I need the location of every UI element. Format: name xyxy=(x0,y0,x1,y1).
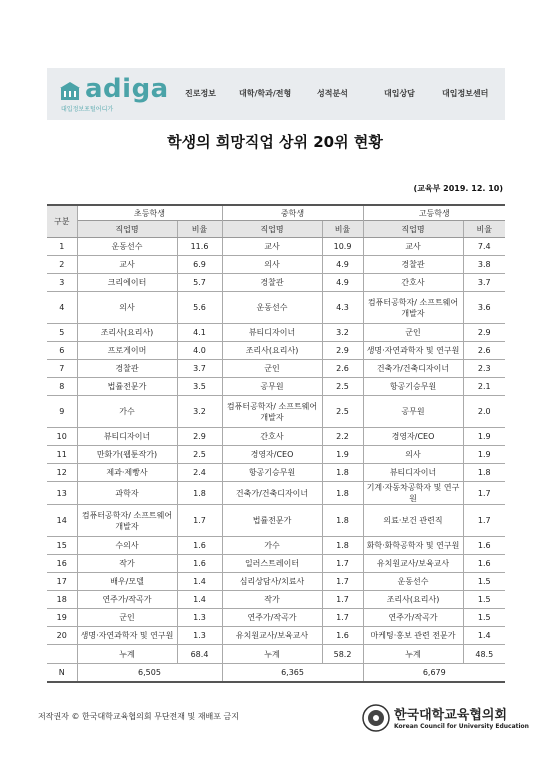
elementary-ratio-cell: 1.4 xyxy=(177,573,222,591)
elementary-ratio-cell: 1.4 xyxy=(177,591,222,609)
middle-job-cell: 뷰티디자이너 xyxy=(222,324,322,342)
rank-cell: 15 xyxy=(47,537,77,555)
subheader-ratio: 비율 xyxy=(463,221,505,238)
elementary-ratio-cell: 1.3 xyxy=(177,609,222,627)
site-header xyxy=(47,68,505,120)
elementary-ratio-cell: 3.7 xyxy=(177,360,222,378)
logo-text: adiga xyxy=(85,74,169,104)
rank-cell: 14 xyxy=(47,505,77,537)
middle-job-cell: 경영자/CEO xyxy=(222,446,322,464)
rank-cell: 13 xyxy=(47,482,77,505)
high-ratio-cell: 1.5 xyxy=(463,591,505,609)
building-icon xyxy=(59,80,81,102)
table-row xyxy=(47,342,505,360)
elementary-job-cell: 생명·자연과학자 및 연구원 xyxy=(77,627,177,645)
high-job-cell: 기계·자동차공학자 및 연구원 xyxy=(363,482,463,505)
elementary-ratio-cell: 1.6 xyxy=(177,537,222,555)
nav-university-major[interactable]: 대학/학과/전형 xyxy=(239,89,292,98)
rank-cell: 20 xyxy=(47,627,77,645)
total-label: 누계 xyxy=(222,645,322,664)
total-middle: 58.2 xyxy=(322,645,363,664)
table-row xyxy=(47,360,505,378)
total-rank-cell xyxy=(47,645,77,664)
high-ratio-cell: 3.7 xyxy=(463,274,505,292)
middle-ratio-cell: 2.5 xyxy=(322,378,363,396)
group-header-high: 고등학생 xyxy=(363,205,505,221)
elementary-ratio-cell: 11.6 xyxy=(177,238,222,256)
rank-cell: 9 xyxy=(47,396,77,428)
high-ratio-cell: 2.0 xyxy=(463,396,505,428)
table-row xyxy=(47,591,505,609)
elementary-ratio-cell: 3.2 xyxy=(177,396,222,428)
rank-header: 구분 xyxy=(47,205,77,238)
high-ratio-cell: 1.5 xyxy=(463,573,505,591)
elementary-ratio-cell: 2.5 xyxy=(177,446,222,464)
table-row xyxy=(47,428,505,446)
rank-cell: 6 xyxy=(47,342,77,360)
middle-job-cell: 운동선수 xyxy=(222,292,322,324)
high-job-cell: 조리사(요리사) xyxy=(363,591,463,609)
source-date: (교육부 2019. 12. 10) xyxy=(413,184,503,193)
group-header-elementary: 초등학생 xyxy=(77,205,222,221)
table-row xyxy=(47,292,505,324)
elementary-ratio-cell: 1.3 xyxy=(177,627,222,645)
high-job-cell: 공무원 xyxy=(363,396,463,428)
rank-cell: 16 xyxy=(47,555,77,573)
n-elementary: 6,505 xyxy=(77,664,222,683)
total-elementary: 68.4 xyxy=(177,645,222,664)
org-name: 한국대학교육협의회 xyxy=(394,708,508,723)
rank-cell: 4 xyxy=(47,292,77,324)
rank-cell: 3 xyxy=(47,274,77,292)
elementary-job-cell: 연주가/작곡가 xyxy=(77,591,177,609)
table-row xyxy=(47,256,505,274)
high-job-cell: 생명·자연과학자 및 연구원 xyxy=(363,342,463,360)
middle-ratio-cell: 1.8 xyxy=(322,505,363,537)
high-job-cell: 유치원교사/보육교사 xyxy=(363,555,463,573)
middle-job-cell: 법률전문가 xyxy=(222,505,322,537)
table-row xyxy=(47,238,505,256)
high-ratio-cell: 1.9 xyxy=(463,446,505,464)
table-row xyxy=(47,627,505,645)
table-row xyxy=(47,396,505,428)
elementary-job-cell: 교사 xyxy=(77,256,177,274)
middle-job-cell: 건축가/건축디자이너 xyxy=(222,482,322,505)
elementary-ratio-cell: 1.6 xyxy=(177,555,222,573)
high-ratio-cell: 1.9 xyxy=(463,428,505,446)
elementary-job-cell: 제과·제빵사 xyxy=(77,464,177,482)
high-ratio-cell: 3.6 xyxy=(463,292,505,324)
rank-cell: 10 xyxy=(47,428,77,446)
high-job-cell: 경찰관 xyxy=(363,256,463,274)
elementary-job-cell: 수의사 xyxy=(77,537,177,555)
middle-ratio-cell: 4.9 xyxy=(322,274,363,292)
middle-job-cell: 항공기승무원 xyxy=(222,464,322,482)
subheader-ratio: 비율 xyxy=(322,221,363,238)
job-ranking-table xyxy=(47,204,505,683)
subheader-ratio: 비율 xyxy=(177,221,222,238)
elementary-ratio-cell: 1.7 xyxy=(177,505,222,537)
elementary-ratio-cell: 5.6 xyxy=(177,292,222,324)
high-job-cell: 의사 xyxy=(363,446,463,464)
n-high: 6,679 xyxy=(363,664,505,683)
rank-cell: 7 xyxy=(47,360,77,378)
middle-job-cell: 심리상담사/치료사 xyxy=(222,573,322,591)
middle-job-cell: 가수 xyxy=(222,537,322,555)
subheader-job: 직업명 xyxy=(363,221,463,238)
elementary-job-cell: 과학자 xyxy=(77,482,177,505)
middle-ratio-cell: 3.2 xyxy=(322,324,363,342)
high-ratio-cell: 1.4 xyxy=(463,627,505,645)
elementary-job-cell: 컴퓨터공학자/ 소프트웨어개발자 xyxy=(77,505,177,537)
subheader-job: 직업명 xyxy=(77,221,177,238)
high-ratio-cell: 2.1 xyxy=(463,378,505,396)
nav-admission-info-center[interactable]: 대입정보센터 xyxy=(442,89,489,98)
high-ratio-cell: 3.8 xyxy=(463,256,505,274)
kcue-logo xyxy=(362,702,529,736)
rank-cell: 2 xyxy=(47,256,77,274)
table-row xyxy=(47,464,505,482)
n-row xyxy=(47,664,505,683)
middle-job-cell: 군인 xyxy=(222,360,322,378)
middle-ratio-cell: 1.7 xyxy=(322,609,363,627)
high-ratio-cell: 2.6 xyxy=(463,342,505,360)
middle-job-cell: 유치원교사/보육교사 xyxy=(222,627,322,645)
n-label: N xyxy=(47,664,77,683)
high-job-cell: 뷰티디자이너 xyxy=(363,464,463,482)
middle-job-cell: 연주가/작곡가 xyxy=(222,609,322,627)
nav-admission-counsel[interactable]: 대입상담 xyxy=(384,89,415,98)
high-job-cell: 항공기승무원 xyxy=(363,378,463,396)
rank-cell: 8 xyxy=(47,378,77,396)
middle-ratio-cell: 1.6 xyxy=(322,627,363,645)
table-row xyxy=(47,537,505,555)
middle-ratio-cell: 4.3 xyxy=(322,292,363,324)
elementary-job-cell: 군인 xyxy=(77,609,177,627)
middle-ratio-cell: 2.2 xyxy=(322,428,363,446)
rank-cell: 11 xyxy=(47,446,77,464)
table-row xyxy=(47,609,505,627)
elementary-job-cell: 작가 xyxy=(77,555,177,573)
elementary-ratio-cell: 4.0 xyxy=(177,342,222,360)
nav-career-info[interactable]: 진로정보 xyxy=(185,89,216,98)
total-label: 누계 xyxy=(77,645,177,664)
elementary-ratio-cell: 6.9 xyxy=(177,256,222,274)
total-row xyxy=(47,645,505,664)
middle-ratio-cell: 10.9 xyxy=(322,238,363,256)
elementary-ratio-cell: 4.1 xyxy=(177,324,222,342)
middle-job-cell: 컴퓨터공학자/ 소프트웨어개발자 xyxy=(222,396,322,428)
elementary-job-cell: 뷰티디자이너 xyxy=(77,428,177,446)
seal-icon xyxy=(362,704,390,732)
table-row xyxy=(47,555,505,573)
table-row xyxy=(47,446,505,464)
rank-cell: 5 xyxy=(47,324,77,342)
middle-ratio-cell: 2.6 xyxy=(322,360,363,378)
elementary-job-cell: 운동선수 xyxy=(77,238,177,256)
org-name-en: Korean Council for University Education xyxy=(394,723,529,730)
elementary-ratio-cell: 1.8 xyxy=(177,482,222,505)
middle-job-cell: 간호사 xyxy=(222,428,322,446)
elementary-job-cell: 법률전문가 xyxy=(77,378,177,396)
page-title: 학생의 희망직업 상위 20위 현황 xyxy=(167,133,383,151)
table-row xyxy=(47,573,505,591)
elementary-ratio-cell: 5.7 xyxy=(177,274,222,292)
adiga-logo[interactable] xyxy=(57,76,177,112)
middle-ratio-cell: 2.9 xyxy=(322,342,363,360)
table-row xyxy=(47,324,505,342)
high-job-cell: 건축가/건축디자이너 xyxy=(363,360,463,378)
high-ratio-cell: 7.4 xyxy=(463,238,505,256)
middle-job-cell: 의사 xyxy=(222,256,322,274)
rank-cell: 17 xyxy=(47,573,77,591)
middle-ratio-cell: 1.7 xyxy=(322,555,363,573)
high-ratio-cell: 1.7 xyxy=(463,482,505,505)
middle-job-cell: 공무원 xyxy=(222,378,322,396)
group-header-middle: 중학생 xyxy=(222,205,363,221)
elementary-job-cell: 가수 xyxy=(77,396,177,428)
high-job-cell: 경영자/CEO xyxy=(363,428,463,446)
logo-subtitle: 대입정보포털어디가 xyxy=(61,106,114,113)
high-job-cell: 화학·화학공학자 및 연구원 xyxy=(363,537,463,555)
high-job-cell: 교사 xyxy=(363,238,463,256)
high-job-cell: 운동선수 xyxy=(363,573,463,591)
high-job-cell: 컴퓨터공학자/ 소프트웨어개발자 xyxy=(363,292,463,324)
elementary-job-cell: 크리에이터 xyxy=(77,274,177,292)
high-ratio-cell: 2.3 xyxy=(463,360,505,378)
high-ratio-cell: 1.6 xyxy=(463,555,505,573)
rank-cell: 1 xyxy=(47,238,77,256)
nav-grade-analysis[interactable]: 성적분석 xyxy=(317,89,348,98)
elementary-ratio-cell: 2.4 xyxy=(177,464,222,482)
middle-ratio-cell: 1.8 xyxy=(322,464,363,482)
table-row xyxy=(47,378,505,396)
high-job-cell: 마케팅·홍보 관련 전문가 xyxy=(363,627,463,645)
table-row xyxy=(47,482,505,505)
middle-ratio-cell: 1.7 xyxy=(322,573,363,591)
table-row xyxy=(47,274,505,292)
copyright-notice: 저작권자 © 한국대학교육협의회 무단전재 및 재배포 금지 xyxy=(38,712,239,721)
high-ratio-cell: 1.6 xyxy=(463,537,505,555)
table-row xyxy=(47,505,505,537)
high-ratio-cell: 2.9 xyxy=(463,324,505,342)
elementary-job-cell: 경찰관 xyxy=(77,360,177,378)
middle-ratio-cell: 2.5 xyxy=(322,396,363,428)
middle-ratio-cell: 1.7 xyxy=(322,591,363,609)
elementary-job-cell: 배우/모델 xyxy=(77,573,177,591)
elementary-job-cell: 프로게이머 xyxy=(77,342,177,360)
total-label: 누계 xyxy=(363,645,463,664)
middle-job-cell: 교사 xyxy=(222,238,322,256)
n-middle: 6,365 xyxy=(222,664,363,683)
high-ratio-cell: 1.7 xyxy=(463,505,505,537)
elementary-job-cell: 의사 xyxy=(77,292,177,324)
elementary-job-cell: 만화가(웹툰작가) xyxy=(77,446,177,464)
middle-ratio-cell: 1.8 xyxy=(322,537,363,555)
high-job-cell: 의료·보건 관련직 xyxy=(363,505,463,537)
rank-cell: 12 xyxy=(47,464,77,482)
total-high: 48.5 xyxy=(463,645,505,664)
elementary-ratio-cell: 2.9 xyxy=(177,428,222,446)
middle-job-cell: 경찰관 xyxy=(222,274,322,292)
middle-job-cell: 작가 xyxy=(222,591,322,609)
middle-ratio-cell: 1.8 xyxy=(322,482,363,505)
rank-cell: 18 xyxy=(47,591,77,609)
middle-ratio-cell: 1.9 xyxy=(322,446,363,464)
middle-job-cell: 일러스트레이터 xyxy=(222,555,322,573)
high-ratio-cell: 1.8 xyxy=(463,464,505,482)
elementary-ratio-cell: 3.5 xyxy=(177,378,222,396)
middle-job-cell: 조리사(요리사) xyxy=(222,342,322,360)
rank-cell: 19 xyxy=(47,609,77,627)
high-job-cell: 군인 xyxy=(363,324,463,342)
high-job-cell: 간호사 xyxy=(363,274,463,292)
elementary-job-cell: 조리사(요리사) xyxy=(77,324,177,342)
middle-ratio-cell: 4.9 xyxy=(322,256,363,274)
high-ratio-cell: 1.5 xyxy=(463,609,505,627)
high-job-cell: 연주가/작곡가 xyxy=(363,609,463,627)
subheader-job: 직업명 xyxy=(222,221,322,238)
